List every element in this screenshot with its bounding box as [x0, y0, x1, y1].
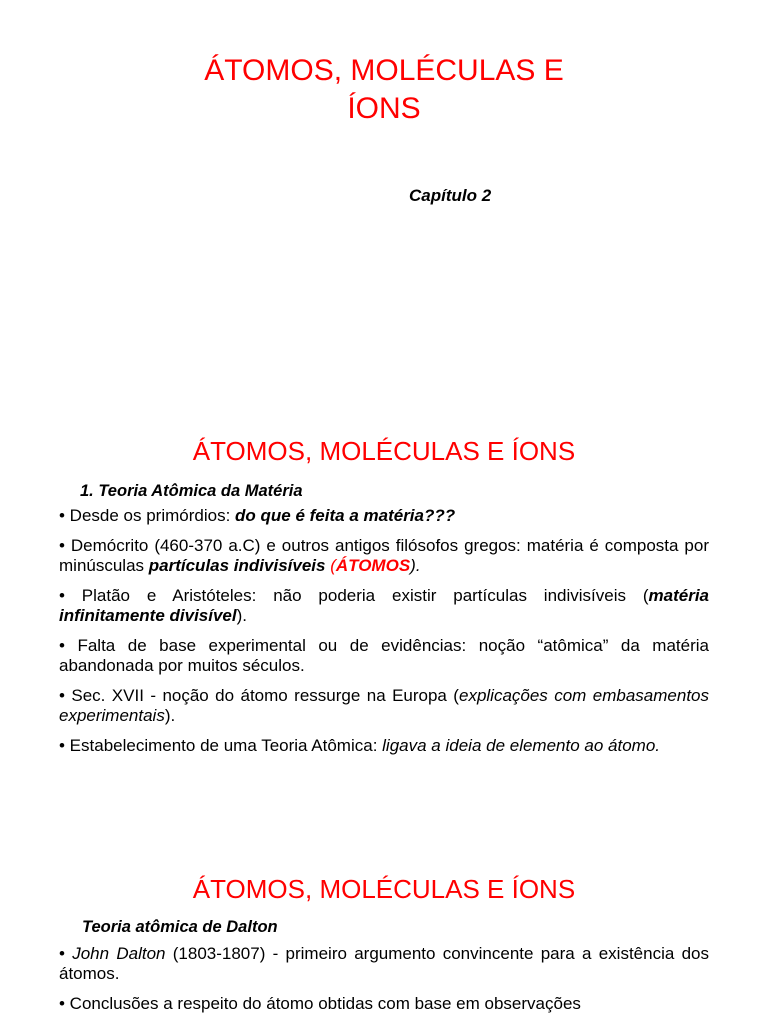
bullet-item: [59, 944, 709, 984]
bullet-paren-close: ).: [164, 706, 176, 725]
bullet-emphasis: ligava a ideia de elemento ao átomo.: [382, 736, 661, 755]
slide-2-heading: 1. Teoria Atômica da Matéria: [80, 482, 303, 500]
bullet-emphasis: matéria infinitamente divisível: [59, 586, 709, 625]
presentation-title: [0, 52, 768, 128]
bullet-text: • Desde os primórdios:: [59, 506, 236, 525]
bullet-item: [59, 686, 709, 726]
bullet-highlight: ÁTOMOS: [335, 556, 411, 575]
bullet-text: • Demócrito (460-370 a.C) e outros antigos filósofos gregos: matéria é composta por minúsculas: [59, 536, 709, 575]
slide-3-heading: Teoria atômica de Dalton: [82, 918, 278, 936]
slide-2-bullet-list: [59, 506, 709, 766]
bullet-text: (1803-1807) - primeiro argumento convincente para a existência dos átomos.: [59, 944, 709, 983]
bullet-paren-open: (: [325, 556, 336, 575]
slide-atomic-theory: [0, 420, 768, 850]
bullet-item: [59, 636, 709, 676]
bullet-item: [59, 736, 709, 756]
bullet-text: • Sec. XVII - noção do átomo ressurge na Europa (: [59, 686, 459, 705]
bullet-paren-close: ).: [236, 606, 247, 625]
presentation-title-line-2: ÍONS: [347, 92, 421, 125]
bullet-item: [59, 506, 709, 526]
bullet-item: [59, 536, 709, 576]
slide-2-title: ÁTOMOS, MOLÉCULAS E ÍONS: [192, 436, 576, 466]
bullet-emphasis: do que é feita a matéria???: [235, 506, 456, 525]
bullet-text: • Conclusões a respeito do átomo obtidas com base em observações: [59, 994, 581, 1013]
bullet-text: • Estabelecimento de uma Teoria Atômica:: [59, 736, 383, 755]
bullet-item: [59, 586, 709, 626]
slide-3-bullet-list: [59, 944, 709, 1024]
bullet-emphasis: John Dalton: [72, 944, 166, 963]
bullet-text: • Falta de base experimental ou de evidências: noção “atômica” da matéria abandonada por muitos séculos.: [59, 636, 709, 675]
bullet-text: • Platão e Aristóteles: não poderia existir partículas indivisíveis (: [59, 586, 649, 605]
presentation-title-line-1: ÁTOMOS, MOLÉCULAS E: [204, 54, 564, 87]
slide-title: [0, 0, 768, 420]
bullet-emphasis: explicações com embasamentos experimentais: [59, 686, 709, 725]
slide-3-title: ÁTOMOS, MOLÉCULAS E ÍONS: [192, 874, 576, 904]
bullet-paren-close: ).: [410, 556, 421, 575]
bullet-marker: •: [59, 944, 73, 963]
bullet-emphasis: partículas indivisíveis: [148, 556, 326, 575]
chapter-subtitle: Capítulo 2: [409, 186, 492, 205]
bullet-item: [59, 994, 709, 1014]
slide-dalton-theory: [0, 850, 768, 1024]
